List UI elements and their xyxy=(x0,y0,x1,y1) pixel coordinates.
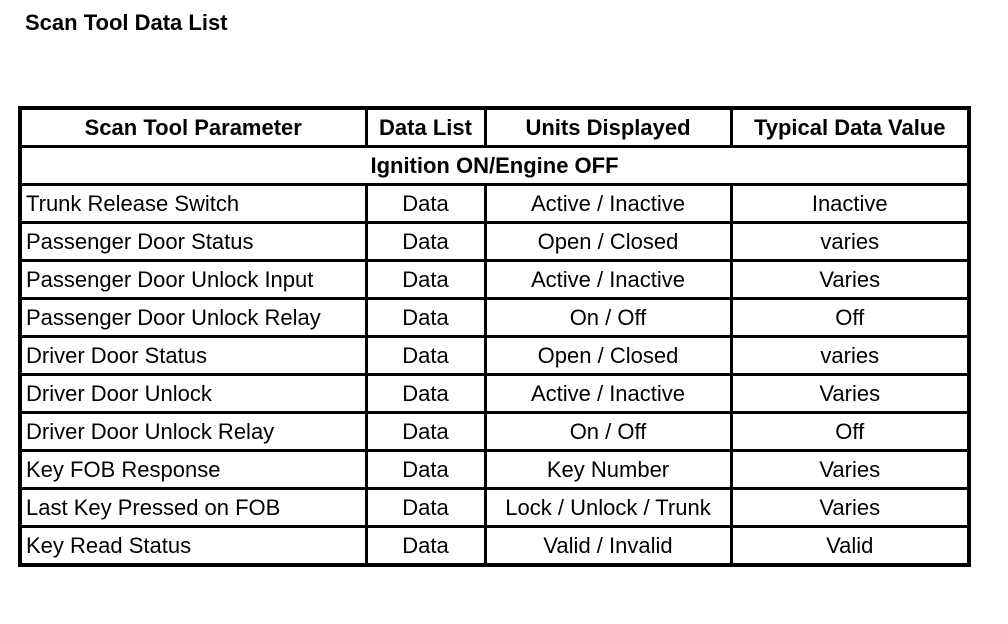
table-row xyxy=(20,413,969,451)
parameter-cell: Driver Door Status xyxy=(20,337,366,375)
parameter-cell: Driver Door Unlock xyxy=(20,375,366,413)
typical-value-cell: varies xyxy=(731,337,969,375)
parameter-cell: Key FOB Response xyxy=(20,451,366,489)
data-list-cell: Data xyxy=(366,185,485,223)
typical-value-cell: varies xyxy=(731,223,969,261)
units-cell: Valid / Invalid xyxy=(485,527,731,566)
header-typical-data-value: Typical Data Value xyxy=(731,108,969,147)
typical-value-cell: Varies xyxy=(731,261,969,299)
table-row xyxy=(20,185,969,223)
section-row xyxy=(20,147,969,185)
parameter-cell: Trunk Release Switch xyxy=(20,185,366,223)
header-scan-tool-parameter: Scan Tool Parameter xyxy=(20,108,366,147)
typical-value-cell: Valid xyxy=(731,527,969,566)
table-row xyxy=(20,489,969,527)
data-list-cell: Data xyxy=(366,299,485,337)
parameter-cell: Driver Door Unlock Relay xyxy=(20,413,366,451)
units-cell: On / Off xyxy=(485,299,731,337)
units-cell: Active / Inactive xyxy=(485,185,731,223)
units-cell: Open / Closed xyxy=(485,223,731,261)
table-row xyxy=(20,337,969,375)
units-cell: Open / Closed xyxy=(485,337,731,375)
units-cell: Lock / Unlock / Trunk xyxy=(485,489,731,527)
section-label: Ignition ON/Engine OFF xyxy=(20,147,969,185)
data-list-cell: Data xyxy=(366,337,485,375)
parameter-cell: Passenger Door Status xyxy=(20,223,366,261)
header-units-displayed: Units Displayed xyxy=(485,108,731,147)
data-list-cell: Data xyxy=(366,375,485,413)
table-row xyxy=(20,375,969,413)
data-list-cell: Data xyxy=(366,413,485,451)
table-row xyxy=(20,527,969,566)
data-list-cell: Data xyxy=(366,223,485,261)
header-data-list: Data List xyxy=(366,108,485,147)
table-header-row xyxy=(20,108,969,147)
table-row xyxy=(20,299,969,337)
parameter-cell: Last Key Pressed on FOB xyxy=(20,489,366,527)
units-cell: Active / Inactive xyxy=(485,375,731,413)
typical-value-cell: Varies xyxy=(731,375,969,413)
typical-value-cell: Inactive xyxy=(731,185,969,223)
data-list-cell: Data xyxy=(366,489,485,527)
units-cell: Key Number xyxy=(485,451,731,489)
typical-value-cell: Varies xyxy=(731,489,969,527)
units-cell: On / Off xyxy=(485,413,731,451)
units-cell: Active / Inactive xyxy=(485,261,731,299)
scan-tool-data-table xyxy=(18,106,971,567)
table-row xyxy=(20,223,969,261)
parameter-cell: Key Read Status xyxy=(20,527,366,566)
typical-value-cell: Off xyxy=(731,413,969,451)
parameter-cell: Passenger Door Unlock Input xyxy=(20,261,366,299)
page-title: Scan Tool Data List xyxy=(25,10,228,35)
parameter-cell: Passenger Door Unlock Relay xyxy=(20,299,366,337)
data-list-cell: Data xyxy=(366,527,485,566)
table-row xyxy=(20,451,969,489)
typical-value-cell: Varies xyxy=(731,451,969,489)
typical-value-cell: Off xyxy=(731,299,969,337)
data-list-cell: Data xyxy=(366,261,485,299)
data-list-cell: Data xyxy=(366,451,485,489)
table-row xyxy=(20,261,969,299)
